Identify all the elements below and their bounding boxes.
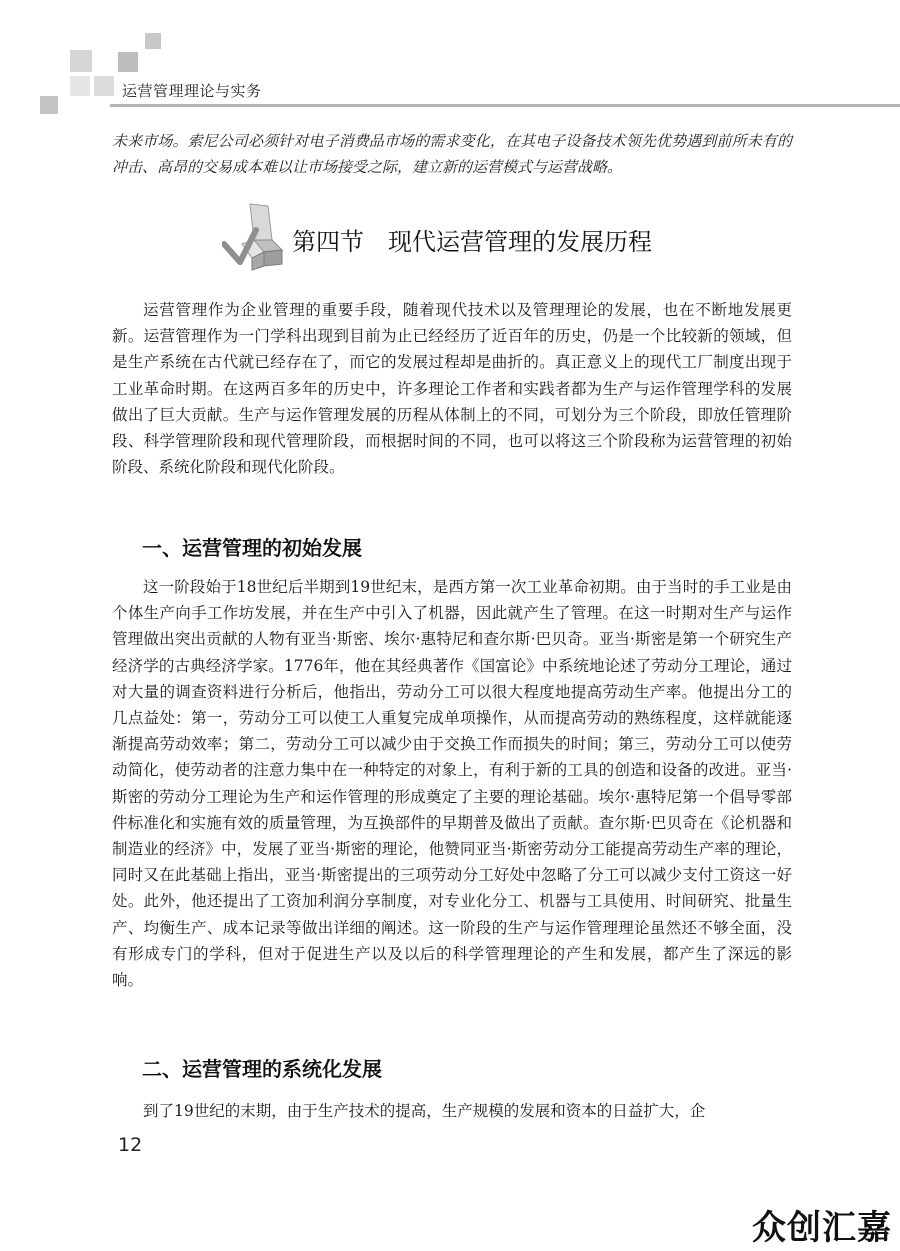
- header-decoration-square: [70, 50, 92, 72]
- header-decoration-square: [118, 52, 138, 72]
- watermark: 众创汇嘉: [752, 1208, 892, 1248]
- running-title: 运营管理理论与实务: [122, 82, 262, 100]
- section-intro-paragraph: 运营管理作为企业管理的重要手段，随着现代技术以及管理理论的发展，也在不断地发展更新。运营管理作为一门学科出现到目前为止已经经历了近百年的历史，仍是一个比较新的领域，但是生产系统在古代就已经存在了，而它的发展过程却是曲折的。真正意义上的现代工厂制度出现于工业革命时期。在这两百多年的历史中，许多理论工作者和实践者都为生产与运作管理学科的发展做出了巨大贡献。生产与运作管理发展的历程从体制上的不同，可划分为三个阶段，即放任管理阶段、科学管理阶段和现代管理阶段，而根据时间的不同，也可以将这三个阶段称为运营管理的初始阶段、系统化阶段和现代化阶段。: [112, 301, 792, 477]
- header-decoration-square: [70, 76, 90, 96]
- header-decoration-square: [40, 96, 58, 114]
- page-number: 12: [118, 1134, 143, 1156]
- section-chair-icon: [222, 200, 292, 278]
- header-rule: [110, 104, 900, 107]
- header-decoration-square: [94, 76, 114, 96]
- section-title: 第四节 现代运营管理的发展历程: [292, 228, 652, 256]
- header-decoration-square: [145, 33, 161, 49]
- section-heading: [222, 200, 722, 278]
- lead-paragraph: 未来市场。索尼公司必须针对电子消费品市场的需求变化，在其电子设备技术领先优势遇到前所未有的冲击、高昂的交易成本难以让市场接受之际，建立新的运营模式与运营战略。: [112, 132, 792, 176]
- subsection-heading-2: 二、运营管理的系统化发展: [142, 1057, 382, 1081]
- subsection-1-paragraph: 这一阶段始于18世纪后半期到19世纪末，是西方第一次工业革命初期。由于当时的手工业是由个体生产向手工作坊发展，并在生产中引入了机器，因此就产生了管理。在这一时期对生产与运作管理做出突出贡献的人物有亚当·斯密、埃尔·惠特尼和查尔斯·巴贝奇。亚当·斯密是第一个研究生产经济学的古典经济学家。1776年，他在其经典著作《国富论》中系统地论述了劳动分工理论，通过对大量的调查资料进行分析后，他指出，劳动分工可以很大程度地提高劳动生产率。他提出分工的几点益处：第一，劳动分工可以使工人重复完成单项操作，从而提高劳动的熟练程度，这样就能逐渐提高劳动效率；第二，劳动分工可以减少由于交换工作而损失的时间；第三，劳动分工可以使劳动简化，使劳动者的注意力集中在一种特定的对象上，有利于新的工具的创造和设备的改进。亚当·斯密的劳动分工理论为生产和运作管理的形成奠定了主要的理论基础。埃尔·惠特尼第一个倡导零部件标准化和实施有效的质量管理，为互换部件的早期普及做出了贡献。查尔斯·巴贝奇在《论机器和制造业的经济》中，发展了亚当·斯密的理论，他赞同亚当·斯密劳动分工能提高劳动生产率的理论，同时又在此基础上指出，亚当·斯密提出的三项劳动分工好处中忽略了分工可以减少支付工资这一好处。此外，他还提出了工资加利润分享制度，对专业化分工、机器与工具使用、时间研究、批量生产、均衡生产、成本记录等做出详细的阐述。这一阶段的生产与运作管理理论虽然还不够全面，没有形成专门的学科，但对于促进生产以及以后的科学管理理论的产生和发展，都产生了深远的影响。: [112, 578, 792, 990]
- subsection-2-paragraph: 到了19世纪的末期，由于生产技术的提高，生产规模的发展和资本的日益扩大，企: [143, 1102, 706, 1120]
- subsection-heading-1: 一、运营管理的初始发展: [142, 536, 362, 560]
